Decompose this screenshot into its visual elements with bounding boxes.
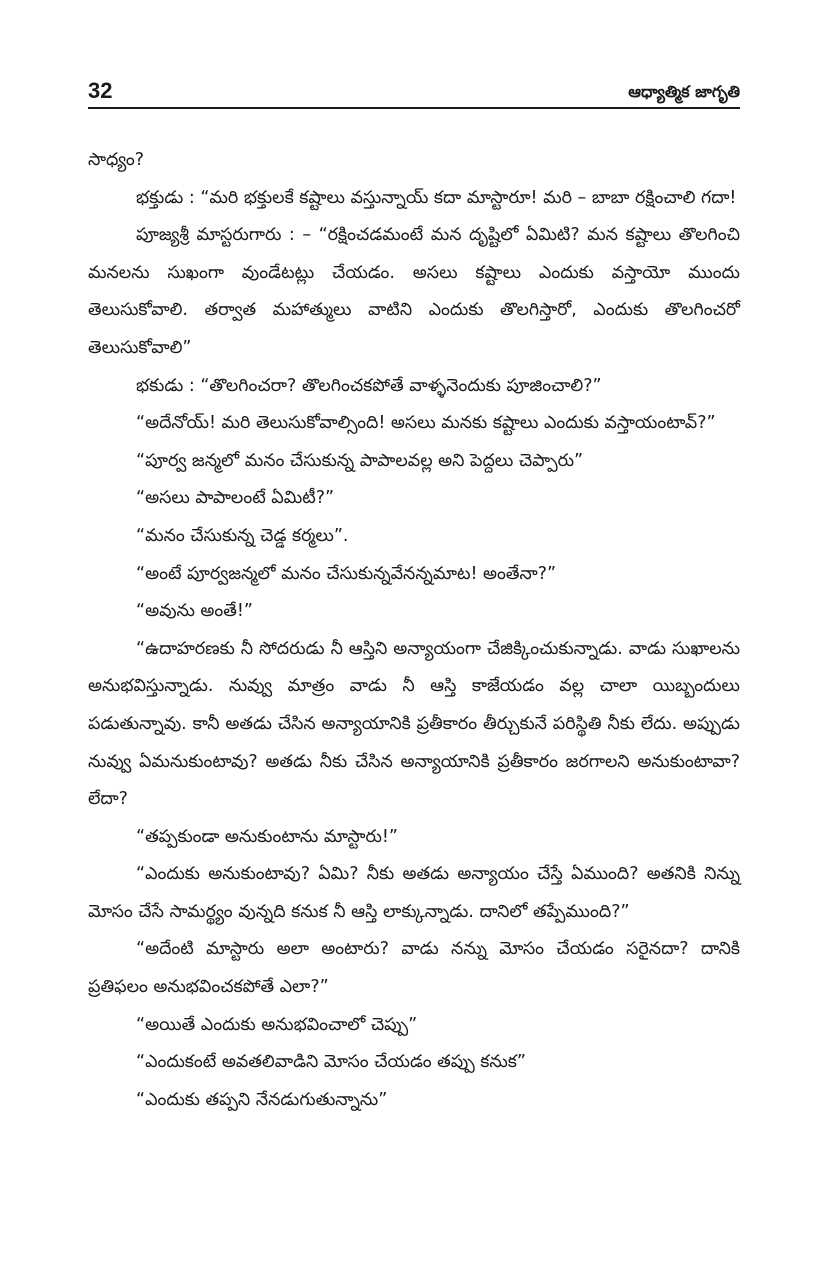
paragraph: “అవును అంతే!” <box>136 601 254 622</box>
running-title: ఆధ్యాత్మిక జాగృతి <box>628 82 740 101</box>
paragraph: “ఉదాహరణకు నీ సోదరుడు నీ ఆస్తిని అన్యాయంగా చేజిక్కించుకున్నాడు. వాడు సుఖాలను అనుభవిస్తున్నాడు. నువ్వు మాత్రం వాడు నీ ఆస్తి కాజేయడం వల్ల చాలా యిబ్బందులు పడుతున్నావు. కానీ అతడు చేసిన అన్యాయానికి ప్రతీకారం తీర్చుకునే పరిస్థితి నీకు లేదు. అప్పుడు నువ్వు ఏమనుకుంటావు? అతడు నీకు చేసిన అన్యాయానికి ప్రతీకారం జరగాలని అనుకుంటావా? లేదా? <box>88 638 740 810</box>
paragraph: “తప్పకుండా అనుకుంటాను మాస్టారు!” <box>136 826 398 847</box>
paragraph: “ఎందుకు అనుకుంటావు? ఏమి? నీకు అతడు అన్యాయం చేస్తే ఏముంది? అతనికి నిన్ను మోసం చేసే సామర్థ్యం వున్నది కనుక నీ ఆస్తి లాక్కున్నాడు. దానిలో తప్పేముంది?” <box>88 864 740 922</box>
page-header <box>88 78 740 108</box>
header-divider <box>88 107 740 109</box>
paragraph: “ఎందుకు తప్పని నేనడుగుతున్నాను” <box>136 1089 388 1110</box>
paragraph: భకుడు : “తొలగించరా? తొలగించకపోతే వాళ్ళనెందుకు పూజించాలి?” <box>136 375 602 396</box>
paragraph: “అయితే ఎందుకు అనుభవించాలో చెప్పు” <box>136 1014 418 1035</box>
paragraph: “అదేనోయ్! మరి తెలుసుకోవాల్సింది! అసలు మనకు కష్టాలు ఎందుకు వస్తాయంటావ్?” <box>136 413 716 434</box>
paragraph: “మనం చేసుకున్న చెడ్డ కర్మలు”. <box>136 525 349 546</box>
page-number: 32 <box>88 78 113 103</box>
paragraph: సాధ్యం? <box>88 150 145 170</box>
paragraph: పూజ్యశ్రీ మాస్టరుగారు : – “రక్షించడమంటే మన దృష్టిలో ఏమిటి? మన కష్టాలు తొలగించి మనలను సుఖంగా వుండేటట్లు చేయడం. అసలు కష్టాలు ఎందుకు వస్తాయో ముందు తెలుసుకోవాలి. తర్వాత మహాత్ములు వాటిని ఎందుకు తొలగిస్తారో, ఎందుకు తొలగించరో తెలుసుకోవాలి” <box>88 225 740 358</box>
body-text <box>88 142 740 1119</box>
paragraph: “అసలు పాపాలంటే ఏమిటీ?” <box>136 488 335 509</box>
paragraph: “పూర్వ జన్మలో మనం చేసుకున్న పాపాలవల్ల అని పెద్దలు చెప్పారు” <box>136 450 584 471</box>
paragraph: “ఎందుకంటే అవతలివాడిని మోసం చేయడం తప్పు కనుక” <box>136 1052 526 1073</box>
paragraph: “అదేంటి మాస్టారు అలా అంటారు? వాడు నన్ను మోసం చేయడం సరైనదా? దానికి ప్రతిఫలం అనుభవించకపోతే ఎలా?” <box>88 939 740 998</box>
paragraph: “అంటే పూర్వజన్మలో మనం చేసుకున్నవేనన్నమాట! అంతేనా?” <box>136 563 557 584</box>
paragraph: భక్తుడు : “మరి భక్తులకే కష్టాలు వస్తున్నాయ్ కదా మాస్టారూ! మరి – బాబా రక్షించాలి గదా! <box>136 187 737 208</box>
